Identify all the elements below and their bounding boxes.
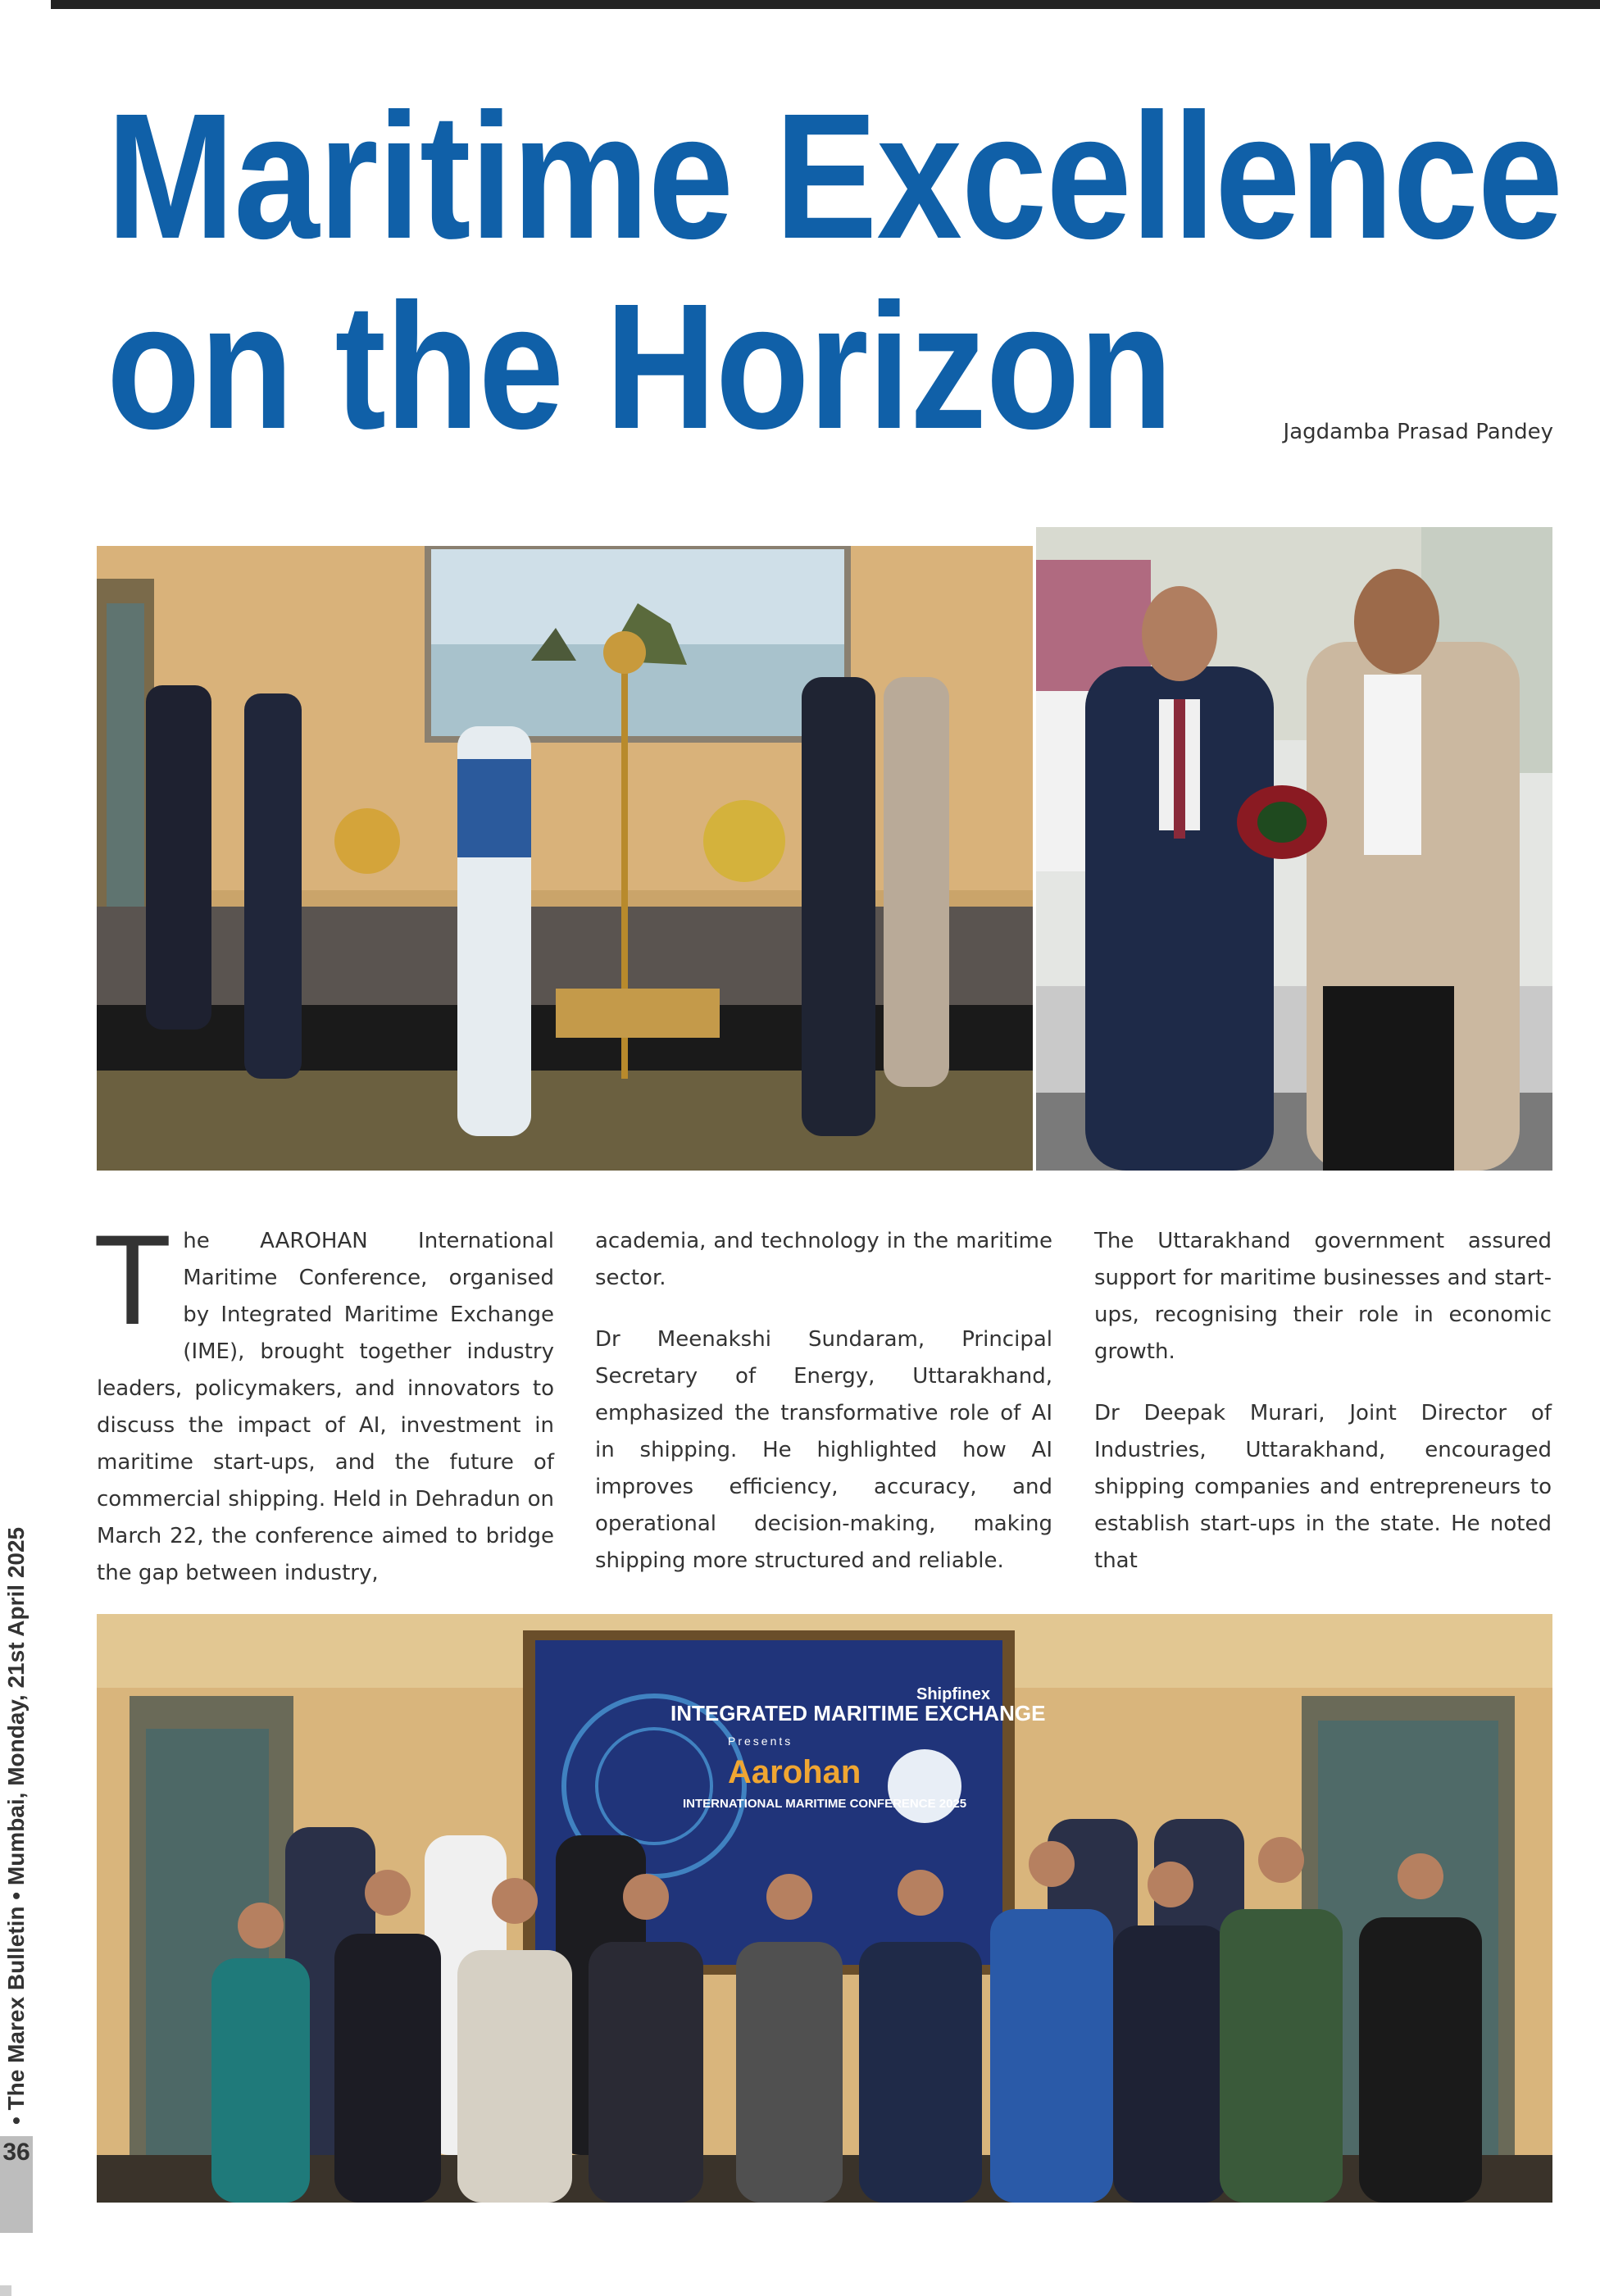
article-column-3 <box>1094 1223 1552 1604</box>
page-number: 36 <box>2 2139 30 2166</box>
group-photo <box>97 1614 1552 2203</box>
byline: Jagdamba Prasad Pandey <box>1283 420 1553 444</box>
screen-event: Aarohan <box>728 1754 861 1790</box>
paragraph: academia, and technology in the maritime sector. <box>595 1229 1052 1290</box>
corner-mark <box>0 2285 11 2296</box>
article-column-1 <box>93 1209 554 1616</box>
headline-line-1: Maritime Excellence <box>107 77 1563 276</box>
paragraph-text: he AAROHAN International Maritime Conference, organised by Integrated Maritime Exchange (IME), brought together industry leaders, policymakers, and innovators to discuss the impact of AI, investment in maritime start-ups, and the future of commercial shipping. Held in Dehradun on March 22, the conference aimed to bridge the gap between industry, <box>97 1229 554 1585</box>
paragraph <box>93 1209 554 1592</box>
paragraph: Dr Deepak Murari, Joint Director of Industries, Uttarakhand, encouraged shipping companies and entrepreneurs to establish start-ups in the state. He noted that <box>1094 1401 1552 1573</box>
top-rule <box>51 0 1600 9</box>
screen-title: INTEGRATED MARITIME EXCHANGE <box>670 1701 1046 1725</box>
paragraph: Dr Meenakshi Sundaram, Principal Secretary of Energy, Uttarakhand, emphasized the transformative role of AI in shipping. He highlighted how AI improves efficiency, accuracy, and operational decision-making, making shipping more structured and reliable. <box>595 1327 1052 1573</box>
running-footer: • The Marex Bulletin • Mumbai, Monday, 21st April 2025 <box>3 1526 29 2125</box>
headline-line-2: on the Horizon <box>107 267 1173 466</box>
screen-presents: Presents <box>728 1735 793 1748</box>
paragraph: The Uttarakhand government assured support for maritime businesses and start-ups, recognising their role in economic growth. <box>1094 1229 1552 1364</box>
dropcap: T <box>93 1209 172 1352</box>
article-column-2 <box>595 1223 1052 1604</box>
lamp-lighting-photo <box>97 546 1033 1171</box>
bouquet-welcome-photo <box>1036 527 1552 1171</box>
screen-subtitle: INTERNATIONAL MARITIME CONFERENCE 2025 <box>683 1797 967 1811</box>
screen-sponsor: Shipfinex <box>916 1685 991 1703</box>
